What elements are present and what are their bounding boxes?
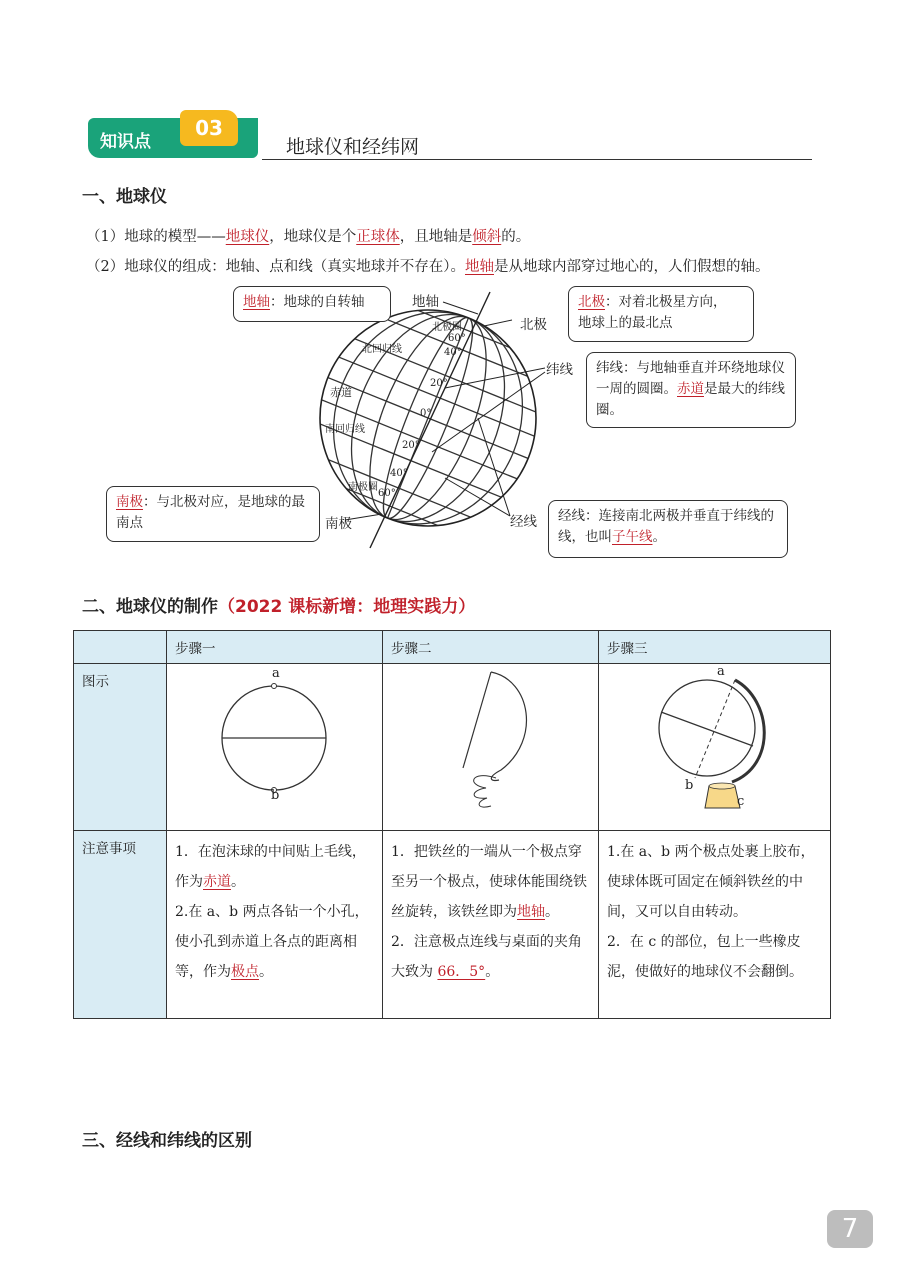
label-lat-60n: 60°	[448, 333, 466, 344]
keyword: 地球仪	[225, 229, 270, 245]
text: 纬线：与地轴垂直并环绕地球仪一周的圆圈。	[596, 360, 785, 397]
text: ，且地轴是	[399, 229, 473, 245]
heading-note: （2022 课标新增：地理实践力）	[218, 597, 476, 617]
label-lat-20s: 20°	[402, 440, 420, 451]
keyword: 极点	[231, 964, 259, 980]
label-lat-20n: 20°	[430, 378, 448, 389]
figure-step2	[383, 664, 599, 831]
callout-longitude	[548, 500, 788, 558]
text: 。	[485, 964, 500, 980]
keyword: 倾斜	[472, 229, 502, 245]
text: 是从地球内部穿过地心的，人们假想的轴。	[493, 259, 770, 275]
label-south-pole: 南极	[325, 516, 352, 532]
text: ：与北极对应，是地球的最南点	[116, 494, 305, 531]
label-lat-60s: 60°	[378, 488, 396, 499]
keyword: 南极	[116, 494, 143, 510]
header-cell: 步骤一	[167, 631, 383, 664]
label-lat-0: 0°	[420, 408, 432, 419]
label-tropic-cancer: 北回归线	[362, 344, 402, 355]
section3-heading: 三、经线和纬线的区别	[82, 1131, 252, 1151]
notes-step3	[599, 831, 831, 1019]
keyword: 66．5°	[437, 964, 486, 980]
callout-north-pole	[568, 286, 754, 342]
label-arctic-circle: 北极圈	[432, 322, 462, 333]
label-equator: 赤道	[330, 386, 352, 399]
label-antarctic-circle: 南极圈	[348, 482, 378, 493]
table-header-row	[74, 631, 831, 664]
label-tropic-capricorn: 南回归线	[325, 424, 365, 435]
step3-globe-diagram	[607, 670, 822, 820]
badge-label: 知识点	[100, 132, 151, 152]
badge-number: 03	[195, 116, 223, 140]
notes-step1	[167, 831, 383, 1019]
label-north-pole: 北极	[520, 317, 547, 333]
text: 。	[259, 964, 273, 980]
row-label: 注意事项	[74, 831, 167, 1019]
keyword: 北极	[578, 294, 605, 310]
header-cell: 步骤三	[599, 631, 831, 664]
text: 。	[231, 874, 245, 890]
fig3-label-a: a	[717, 664, 725, 679]
callout-axis	[233, 286, 391, 322]
text: 。	[652, 529, 666, 545]
keyword: 地轴	[243, 294, 270, 310]
label-lat-40s: 40°	[390, 468, 408, 479]
table-row-notes	[74, 831, 831, 1019]
text: 是最大的纬线圈。	[596, 381, 785, 418]
page-title: 地球仪和经纬网	[286, 136, 420, 158]
figure-step3	[599, 664, 831, 831]
keyword: 赤道	[203, 874, 231, 890]
keyword: 地轴	[464, 259, 494, 275]
text: 2．注意极点连线与桌面的夹角大致为	[391, 934, 582, 980]
label-latitude-line: 纬线	[546, 362, 573, 378]
fig1-label-a: a	[272, 666, 280, 681]
text: 2．在 c 的部位，包上一些橡皮泥，使做好的地球仪不会翻倒。	[607, 934, 803, 980]
earth-axis	[370, 292, 490, 548]
text: 的。	[501, 229, 531, 245]
steps-table	[73, 630, 831, 1019]
text: 1．在泡沫球的中间贴上毛线，作为	[175, 844, 366, 890]
text: ：地球的自转轴	[270, 294, 365, 310]
header-cell: 步骤二	[383, 631, 599, 664]
fig3-label-c: c	[737, 794, 745, 809]
section2-heading	[82, 592, 475, 617]
text: （1）地球的模型——	[86, 229, 226, 245]
header-cell	[74, 631, 167, 664]
heading-text: 二、地球仪的制作	[82, 597, 218, 617]
text: 经线：连接南北两极并垂直于纬线的线，也叫	[558, 508, 774, 545]
text: 地球上的最北点	[578, 315, 673, 331]
text: ，地球仪是个	[269, 229, 357, 245]
row-label: 图示	[74, 664, 167, 831]
figure-step1	[167, 664, 383, 831]
fig3-label-b: b	[685, 778, 694, 793]
text: 。	[545, 904, 559, 920]
label-longitude-line: 经线	[510, 514, 537, 530]
text: 1．把铁丝的一端从一个极点穿至另一个极点，使球体能围绕铁丝旋转，该铁丝即为	[391, 844, 587, 920]
text: 2.在 a、b 两点各钻一个小孔，使小孔到赤道上各点的距离相等，作为	[175, 904, 369, 980]
text: ：对着北极星方向，	[605, 294, 727, 310]
keyword: 赤道	[677, 381, 704, 397]
keyword: 正球体	[356, 229, 400, 245]
notes-step2	[383, 831, 599, 1019]
fig1-label-b: b	[271, 788, 280, 803]
text: （2）地球仪的组成：地轴、点和线（真实地球并不存在）。	[86, 259, 465, 275]
text: 1.在 a、b 两个极点处裹上胶布，使球体既可固定在倾斜铁丝的中间，又可以自由转动。	[607, 844, 815, 920]
step2-wire-diagram	[391, 670, 590, 820]
page-number: 7	[827, 1210, 873, 1248]
keyword: 地轴	[517, 904, 545, 920]
callout-latitude	[586, 352, 796, 428]
section1-heading: 一、地球仪	[82, 187, 167, 207]
label-axis: 地轴	[412, 294, 439, 310]
table-row-figure	[74, 664, 831, 831]
keyword: 子午线	[612, 529, 653, 545]
callout-south-pole	[106, 486, 320, 542]
label-lat-40n: 40°	[444, 347, 462, 358]
